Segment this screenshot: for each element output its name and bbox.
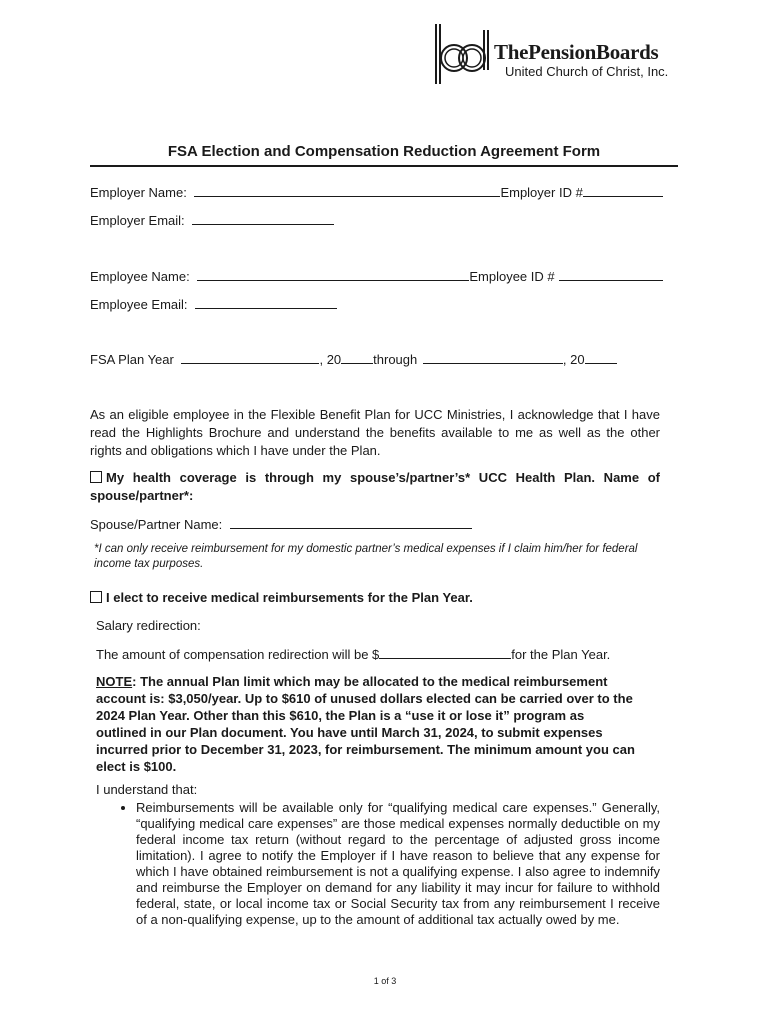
salary-redirection-label: Salary redirection: <box>96 618 201 633</box>
medical-reimbursement-label: I elect to receive medical reimbursements for the Plan Year. <box>106 590 473 605</box>
note-heading: NOTE <box>96 674 133 689</box>
employee-row <box>90 268 663 285</box>
spouse-coverage-checkbox[interactable] <box>90 471 102 483</box>
medical-reimbursement-option <box>90 590 473 606</box>
plan-limit-note <box>96 673 636 775</box>
spouse-name-row <box>90 516 472 533</box>
employee-email-field[interactable] <box>195 296 337 309</box>
note-text: : The annual Plan limit which may be allocated to the medical reimbursement account is: $3,050/year. Up to $610 of unused dollars elected can be carried over to the 2024 Plan Year. Other than this $610, the Plan is a “use it or lose it” program as outlined in our Plan document. You have until March 31, 2024, to submit expenses incurred prior to December 31, 2023, for reimbursement. The minimum amount you can elect is $100. <box>96 674 635 774</box>
employee-email-row <box>90 296 337 313</box>
plan-year-start-year-field[interactable] <box>341 351 373 364</box>
plan-year-row <box>90 351 617 368</box>
understand-intro: I understand that: <box>96 782 198 797</box>
spouse-name-label: Spouse/Partner Name: <box>90 517 223 532</box>
employer-name-field[interactable] <box>194 184 500 197</box>
plan-year-comma-20-end: , 20 <box>562 352 585 367</box>
plan-year-end-year-field[interactable] <box>585 351 617 364</box>
spouse-coverage-label: My health coverage is through my spouse’s/partner’s* UCC Health Plan. Name of spouse/partner*: <box>90 470 660 503</box>
pension-boards-logo <box>428 22 688 92</box>
page-title: FSA Election and Compensation Reduction Agreement Form <box>167 143 601 160</box>
employee-id-field[interactable] <box>559 268 663 281</box>
compensation-amount-suffix: for the Plan Year. <box>511 647 611 662</box>
employer-id-label: Employer ID # <box>500 185 583 200</box>
plan-year-label: FSA Plan Year <box>90 352 174 367</box>
employee-name-field[interactable] <box>197 268 469 281</box>
employee-email-label: Employee Email: <box>90 297 188 312</box>
plan-year-end-field[interactable] <box>423 351 563 364</box>
employer-name-label: Employer Name: <box>90 185 187 200</box>
employer-email-row <box>90 212 334 229</box>
acknowledgement-text: As an eligible employee in the Flexible Benefit Plan for UCC Ministries, I acknowledge that I have read the Highlights Brochure and understand the benefits available to me as well as the other rights and obligations which I have under the Plan. <box>90 407 660 458</box>
employer-row <box>90 184 663 201</box>
spouse-footnote: *I can only receive reimbursement for my domestic partner’s medical expenses if I claim him/her for federal income tax purposes. <box>94 543 638 570</box>
compensation-amount-field[interactable] <box>379 646 511 659</box>
plan-year-start-field[interactable] <box>181 351 319 364</box>
plan-year-through: through <box>373 352 418 367</box>
medical-reimbursement-checkbox[interactable] <box>90 591 102 603</box>
spouse-coverage-option <box>90 469 660 505</box>
employer-id-field[interactable] <box>583 184 663 197</box>
plan-year-comma-20: , 20 <box>319 352 342 367</box>
logo-brand-text: ThePensionBoards <box>494 40 659 64</box>
logo-subtitle: United Church of Christ, Inc. <box>505 64 669 79</box>
pb-monogram-icon <box>428 22 494 86</box>
spouse-name-field[interactable] <box>230 516 472 529</box>
employee-id-label: Employee ID # <box>469 269 555 284</box>
employee-name-label: Employee Name: <box>90 269 190 284</box>
employer-email-label: Employer Email: <box>90 213 185 228</box>
employer-email-field[interactable] <box>192 212 334 225</box>
understand-bullet-1: • Reimbursements will be available only for “qualifying medical care expenses.” Generally, “qualifying medical care expenses” are those medical expenses normally deductible on my federal income tax return (without regard to the percentage of adjusted gross income limitation). I agree to notify the Employer if I have reason to believe that any expense for which I have obtained reimbursement is not a qualifying expense. I also agree to indemnify and reimburse the Employer on demand for any liability it may incur for failure to withhold federal, state, or local income tax or Social Security tax from any reimbursement I receive of a non-qualifying expense, up to the amount of additional tax actually owed by me. <box>136 800 660 928</box>
compensation-amount-prefix: The amount of compensation redirection will be $ <box>96 647 380 662</box>
title-divider <box>90 165 678 167</box>
understand-list <box>118 800 660 928</box>
compensation-amount-row <box>96 646 610 663</box>
page-number: 1 of 3 <box>373 976 397 986</box>
